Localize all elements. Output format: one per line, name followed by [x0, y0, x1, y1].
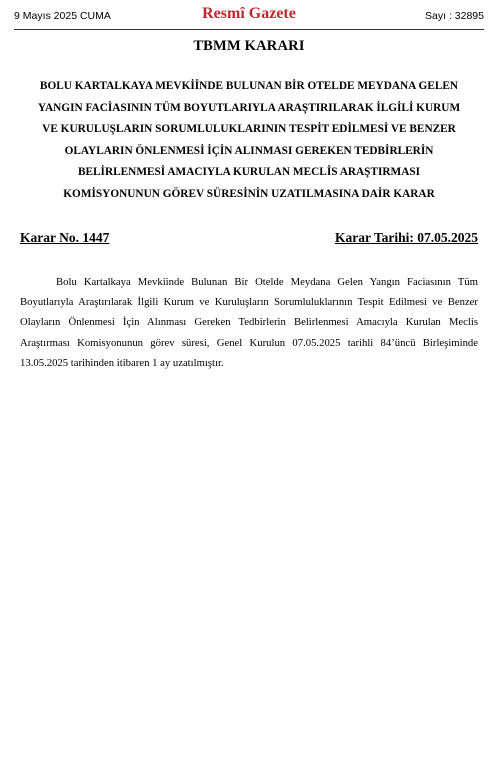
- decree-meta: [20, 230, 478, 248]
- decree-body: Bolu Kartalkaya Mevkiinde Bulunan Bir Otelde Meydana Gelen Yangın Faciasının Tüm Boyutlarıyla Araştırılarak İlgili Kurum ve Kuruluşların Sorumluluklarının Tespit Edilmesi ve Benzer Olayların Önlenmesi İçin Alınması Gereken Tedbirlerin Belirlenmesi Amacıyla Kurulan Meclis Araştırması Komisyonunun görev süresi, Genel Kurulun 07.05.2025 tarihli 84’üncü Birleşiminde 13.05.2025 tarihinden itibaren 1 ay uzatılmıştır.: [20, 276, 478, 369]
- decree-title-line: YANGIN FACİASININ TÜM BOYUTLARIYLA ARAŞTIRILARAK İLGİLİ KURUM: [37, 101, 461, 114]
- decree-title-line: BELİRLENMESİ AMACIYLA KURULAN MECLİS ARAŞTIRMASI: [77, 166, 421, 179]
- decree-title-line: VE KURULUŞLARIN SORUMLULUKLARININ TESPİT EDİLMESİ VE BENZER: [42, 123, 456, 136]
- decree-title-line: BOLU KARTALKAYA MEVKİİNDE BULUNAN BİR OTELDE MEYDANA GELEN: [39, 80, 459, 92]
- gazette-brand: Resmî Gazete: [202, 5, 296, 22]
- decree-title-line: KOMİSYONUNUN GÖREV SÜRESİNİN UZATILMASINA DAİR KARAR: [63, 187, 435, 200]
- decree-title-line: OLAYLARIN ÖNLENMESİ İÇİN ALINMASI GEREKEN TEDBİRLERİN: [64, 144, 434, 157]
- section-title: TBMM KARARI: [193, 38, 305, 54]
- issue-number: Sayı : 32895: [425, 10, 484, 22]
- decree-title: [18, 76, 480, 206]
- issue-date: 9 Mayıs 2025 CUMA: [14, 10, 111, 22]
- masthead: [14, 5, 484, 27]
- decree-number: Karar No. 1447: [20, 230, 110, 245]
- decree-date: Karar Tarihi: 07.05.2025: [334, 230, 478, 245]
- header-divider: [14, 29, 484, 30]
